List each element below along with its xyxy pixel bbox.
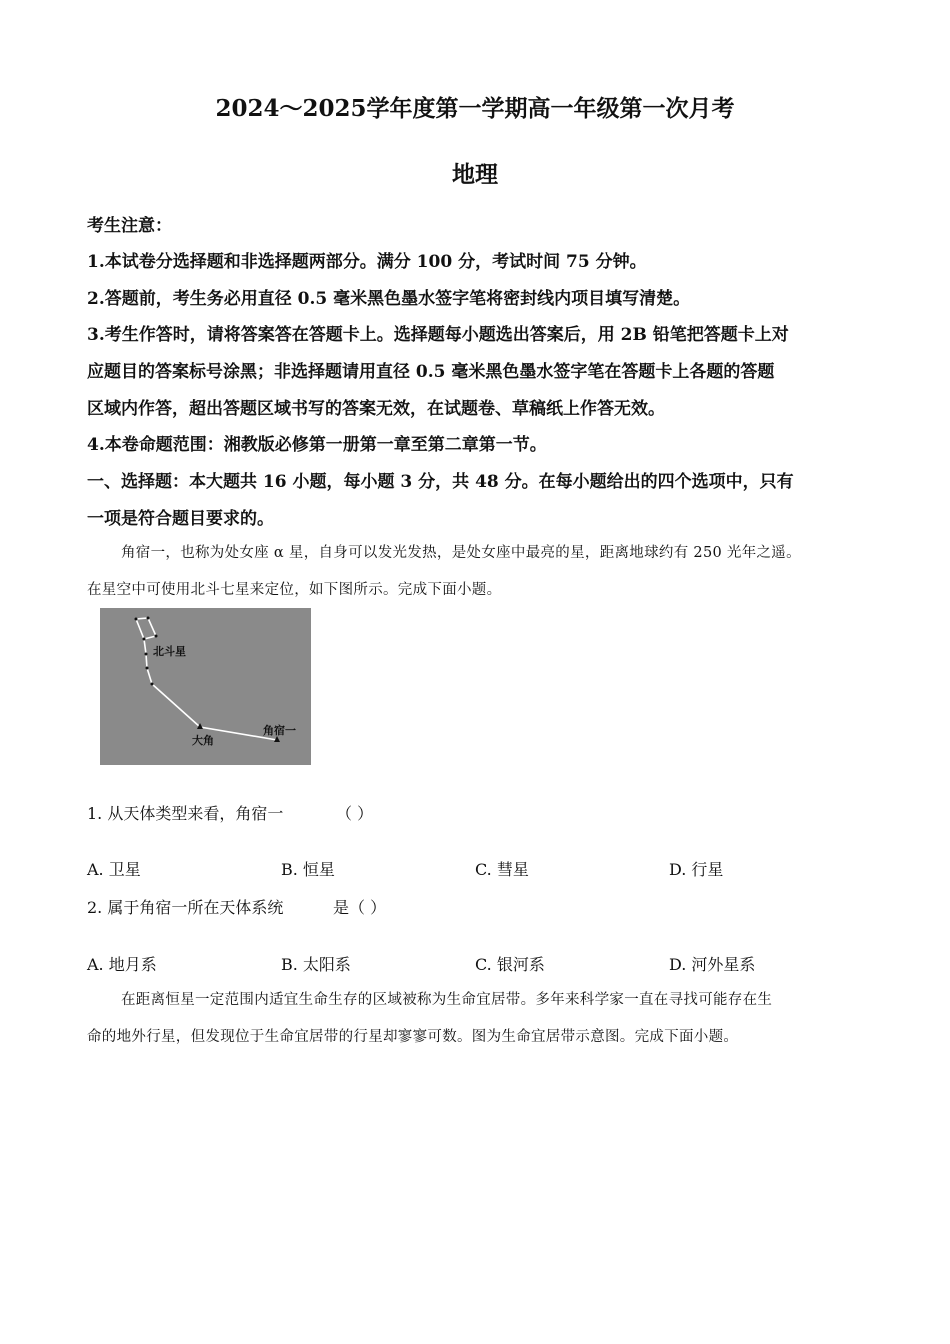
q1-option-c[interactable]: C. 彗星 bbox=[475, 860, 529, 879]
q2-option-d[interactable]: D. 河外星系 bbox=[669, 955, 756, 974]
q2-option-b[interactable]: B. 太阳系 bbox=[281, 955, 351, 974]
question-2-bracket: 是（ ） bbox=[333, 898, 387, 917]
notice-line-5: 区域内作答，超出答题区域书写的答案无效，在试题卷、草稿纸上作答无效。 bbox=[87, 399, 665, 419]
notice-line-6: 4.本卷命题范围：湘教版必修第一册第一章至第二章第一节。 bbox=[87, 435, 547, 455]
section-heading-line-2: 一项是符合题目要求的。 bbox=[87, 509, 274, 529]
question-1-stem: 1. 从天体类型来看，角宿一 bbox=[87, 804, 284, 823]
q1-option-d[interactable]: D. 行星 bbox=[669, 860, 724, 879]
q1-option-a[interactable]: A. 卫星 bbox=[87, 860, 141, 879]
exam-title: 2024～2025学年度第一学期高一年级第一次月考 bbox=[215, 95, 735, 122]
notice-line-3: 3.考生作答时，请将答案答在答题卡上。选择题每小题选出答案后，用 2B 铅笔把答题卡上对 bbox=[87, 325, 789, 345]
passage1-line-1: 角宿一，也称为处女座 α 星，自身可以发光发热，是处女座中最亮的星，距离地球约有 250 光年之遥。 bbox=[121, 545, 801, 561]
label-big-dipper: 北斗星 bbox=[153, 645, 186, 658]
question-1-bracket: （ ） bbox=[336, 804, 374, 823]
question-2-stem: 2. 属于角宿一所在天体系统 bbox=[87, 898, 284, 917]
notice-line-1: 1.本试卷分选择题和非选择题两部分。满分 100 分，考试时间 75 分钟。 bbox=[87, 252, 647, 272]
star-map-figure bbox=[100, 608, 311, 765]
passage2-line-1: 在距离恒星一定范围内适宜生命生存的区域被称为生命宜居带。多年来科学家一直在寻找可能存在生 bbox=[121, 992, 773, 1008]
label-arcturus: 大角 bbox=[192, 734, 214, 747]
label-spica: 角宿一 bbox=[263, 724, 296, 737]
passage1-line-2: 在星空中可使用北斗七星来定位，如下图所示。完成下面小题。 bbox=[87, 582, 502, 598]
notice-line-2: 2.答题前，考生务必用直径 0.5 毫米黑色墨水签字笔将密封线内项目填写清楚。 bbox=[87, 289, 691, 309]
notice-line-4: 应题目的答案标号涂黑；非选择题请用直径 0.5 毫米黑色墨水签字笔在答题卡上各题的答题 bbox=[87, 362, 775, 382]
passage2-line-2: 命的地外行星，但发现位于生命宜居带的行星却寥寥可数。图为生命宜居带示意图。完成下面小题。 bbox=[87, 1029, 739, 1045]
section-heading-line-1: 一、选择题：本大题共 16 小题，每小题 3 分，共 48 分。在每小题给出的四个选项中，只有 bbox=[87, 472, 794, 492]
q2-option-c[interactable]: C. 银河系 bbox=[475, 955, 545, 974]
subject-title: 地理 bbox=[452, 161, 498, 188]
q2-option-a[interactable]: A. 地月系 bbox=[87, 955, 157, 974]
notice-heading: 考生注意： bbox=[87, 216, 172, 236]
q1-option-b[interactable]: B. 恒星 bbox=[281, 860, 335, 879]
